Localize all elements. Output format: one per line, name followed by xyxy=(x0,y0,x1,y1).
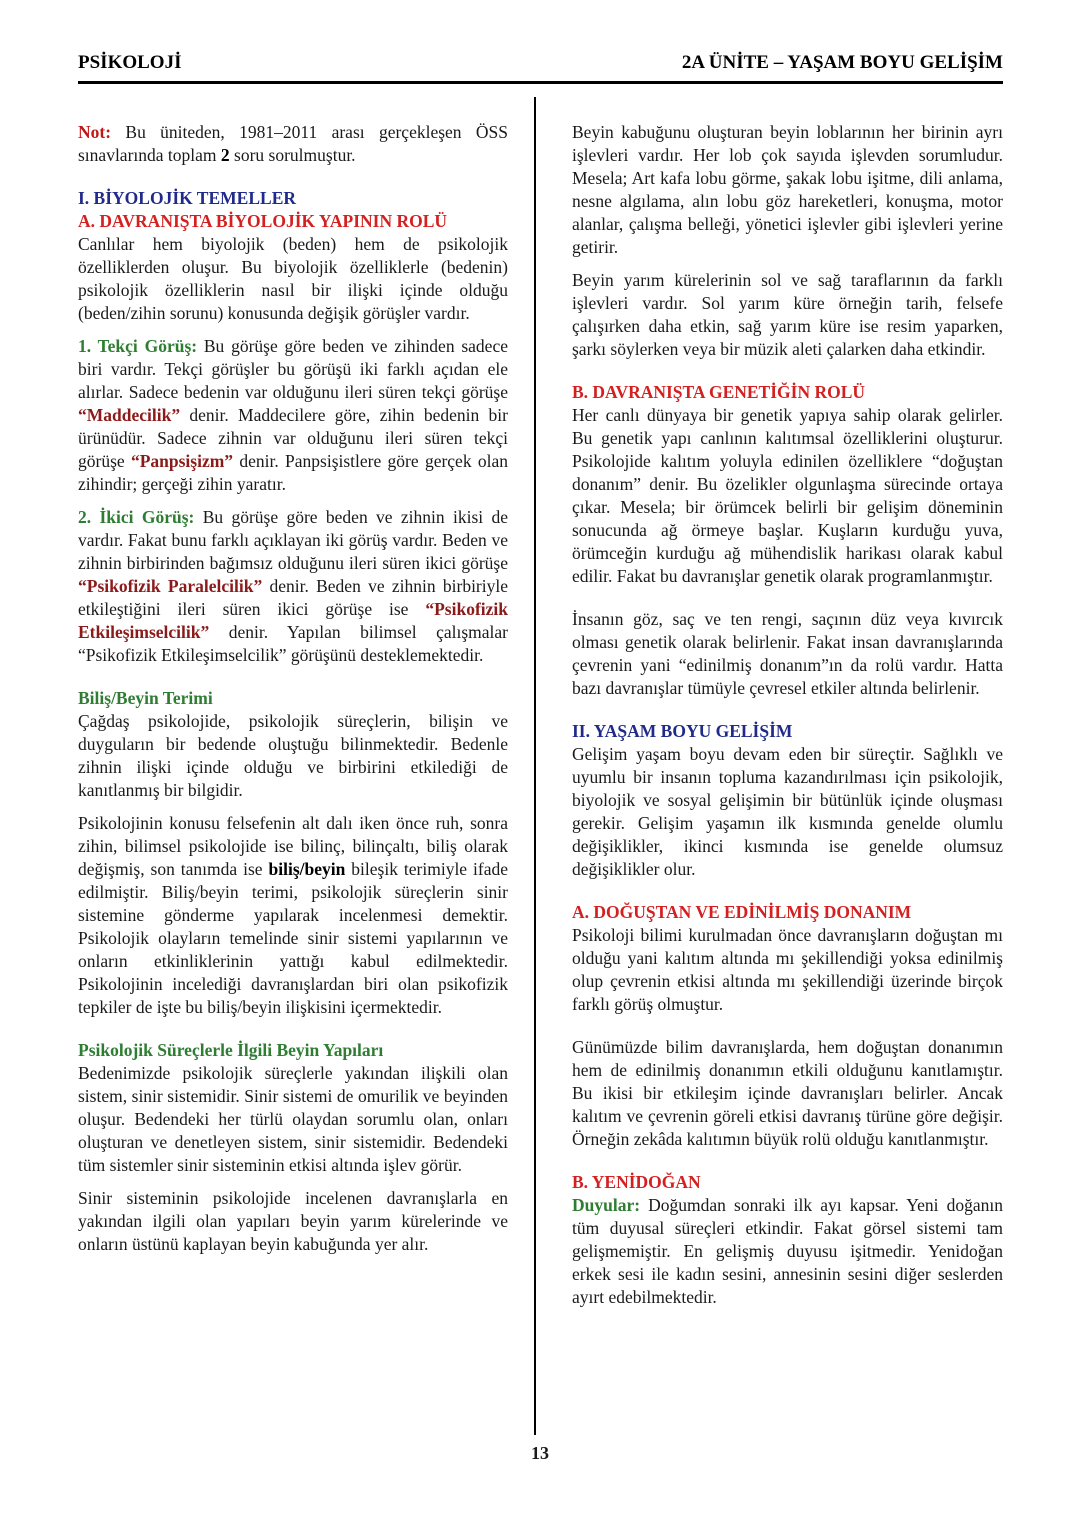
genetics-paragraph-2: İnsanın göz, saç ve ten rengi, saçının düz veya kıvırcık olması genetik olarak belirlenir. Fakat insan davranışlarında çevrenin yani “edinilmiş donanım”ın da rolü vardır. Hatta bazı davranışlar tümüyle çevresel etkiler altında belirlenir. xyxy=(572,609,1003,698)
right-column xyxy=(572,121,1003,1309)
heading-cognition-brain: Biliş/Beyin Terimi xyxy=(78,688,213,708)
subsection-heading-biological-role: A. DAVRANIŞTA BİYOLOJİK YAPININ ROLÜ xyxy=(78,211,448,231)
lobes-paragraph: Beyin kabuğunu oluşturan beyin loblarının her birinin ayrı işlevleri vardır. Her lob çok sayıda işlevden sorumludur. Mesela; Art kafa lobu görme, şakak lobu işitme, dili anlama, nesne algılama, alın lobu göz hareketleri, konuşma, motor alanlar, çalışma belleği, yönetici işlevler gibi işlevleri yerine getirir. xyxy=(572,122,1003,257)
dualist-text-c: denir. Yapılan bilimsel çalışmalar “Psikofizik Etkileşimselcilik” görüşünü desteklemektedir. xyxy=(78,622,508,665)
dualist-paragraph xyxy=(78,506,508,667)
term-panpsychism: “Panpsişizm” xyxy=(130,451,234,471)
subsection-heading-newborn: B. YENİDOĞAN xyxy=(572,1172,701,1192)
monist-text-b: denir. Maddecilere göre, zihin bedenin bir ürünüdür. Sadece zihnin var olduğunu ileri süren tekçi görüşe xyxy=(78,405,508,471)
column-divider xyxy=(534,97,536,1435)
cognition-paragraph-2 xyxy=(78,812,508,1019)
cognition-text-a: Psikolojinin konusu felsefenin alt dalı iken önce ruh, sonra zihin, bilimsel psikolojide ise bilinç, bilinçaltı, biliş olarak değişmiş, son tanımda ise xyxy=(78,813,508,879)
term-interactionism: “Psikofizik Etkileşimselcilik” xyxy=(78,599,508,642)
hemispheres-paragraph: Beyin yarım kürelerinin sol ve sağ taraflarının da farklı işlevleri vardır. Sol yarım küre örneğin tarih, felsefe çalışırken daha etkin, sağ yarım küre ise resim yaparken, şarkı söylerken veya bir müzik aleti çalarken daha etkindir. xyxy=(572,270,1003,359)
note-label: Not: xyxy=(78,122,112,142)
intro-paragraph: Canlılar hem biyolojik (beden) hem de psikolojik özelliklerden oluşur. Bu biyolojik özelliklerle (bedenin) psikolojik özelliklerin nasıl bir ilişki içinde olduğu (beden/zihin sorunu) konusunda değişik görüşler vardır. xyxy=(78,234,508,323)
note-text-b: soru sorulmuştur. xyxy=(229,145,356,165)
page-header xyxy=(78,50,1003,84)
note-paragraph xyxy=(78,121,508,167)
term-parallelism: “Psikofizik Paralelcilik” xyxy=(78,576,263,596)
cognition-text-b: bileşik terimiyle ifade edilmiştir. Biliş/beyin terimi, psikolojik süreçlerin sinir sistemine gönderme yapılarak incelenmesi demektir. Psikolojik olayların temelinde sinir sistemi yapılarının ve onların etkinliklerinin yattığı kabul edilmektedir. Psikolojinin incelediği davranışlardan biri olan psikofizik tepkiler de işte bu biliş/beyin ilişkisini içermektedir. xyxy=(78,859,508,1017)
monist-text-a: Bu görüşe göre beden ve zihinden sadece biri vardır. Tekçi görüşler bu görüşü iki farklı açıdan ele alırlar. Sadece bedenin var olduğunu ileri süren tekçi görüşe xyxy=(78,336,508,402)
dualist-text-a: Bu görüşe göre beden ve zihnin ikisi de vardır. Fakat bunu farklı açıklayan iki görüş vardır. Beden ve zihnin birbirinden bağımsız olduğunu ileri süren ikici görüşe xyxy=(78,507,508,573)
dualist-text-b: denir. Beden ve zihnin birbiriyle etkileştiğini ileri süren ikici görüşe ise xyxy=(78,576,508,619)
innate-paragraph-2: Günümüzde bilim davranışlarda, hem doğuştan donanımın hem de edinilmiş donanımın etkili olduğunu kanıtlamıştır. Bu ikisi bir etkileşim içinde davranışları belirler. Ancak kalıtım ve çevrenin göreli etkisi davranış türüne göre değişir. Örneğin zekâda kalıtımın büyük rolü olduğu kanıtlanmıştır. xyxy=(572,1037,1003,1149)
cognition-paragraph-1: Çağdaş psikolojide, psikolojik süreçlerin, bilişin ve duyguların bir bedende oluştuğu bilinmektedir. Bedenle zihnin ilişki içinde olduğu ve birbirini etkilediği de kanıtlanmış bir bilgidir. xyxy=(78,711,508,800)
senses-label: Duyular: xyxy=(572,1195,641,1215)
dualist-label: 2. İkici Görüş: xyxy=(78,507,195,527)
page-number: 13 xyxy=(531,1443,549,1463)
newborn-text: Doğumdan sonraki ilk ayı kapsar. Yeni doğanın tüm duyusal süreçleri etkindir. Fakat görsel sistemi tam gelişmemiştir. En gelişmiş duyusu işitmedir. Yenidoğan erkek sesi ile kadın sesini, annesinin sesini diğer seslerden ayırt edebilmektedir. xyxy=(572,1195,1003,1307)
genetics-paragraph-1: Her canlı dünyaya bir genetik yapıya sahip olarak gelirler. Bu genetik yapı canlının kalıtımsal özelliklerini oluşturur. Psikolojide kalıtım yoluyla edinilen özelliklere “doğuştan donanım” denir. Bu özelikler olgunlaşma sürecinde ortaya çıkar. Mesela; bir örümcek belirli bir gelişim döneminin sonucunda ağ örmeye başlar. Kuşların kurduğu yuva, örümceğin kurduğu ağ mühendislik harikası olarak kabul edilir. Fakat bu davranışlar genetik olarak programlanmıştır. xyxy=(572,405,1003,586)
monist-text-c: denir. Panpsişistlere göre gerçek olan zihindir; gerçeği zihin yaratır. xyxy=(78,451,508,494)
section-heading-lifespan: II. YAŞAM BOYU GELİŞİM xyxy=(572,721,793,741)
term-materialism: “Maddecilik” xyxy=(78,405,181,425)
subsection-heading-genetics-role: B. DAVRANIŞTA GENETİĞİN ROLÜ xyxy=(572,382,866,402)
lifespan-paragraph: Gelişim yaşam boyu devam eden bir süreçtir. Sağlıklı ve uyumlu bir insanın topluma kazandırılması için psikolojik, biyolojik ve sosyal gelişimin bir bütünlük içinde oluşması gerekir. Gelişim yaşamın ilk kısmında genelde olumlu değişiklikler, ikinci kısmında ise genelde olumsuz değişiklikler olur. xyxy=(572,744,1003,879)
brain-structures-paragraph-2: Sinir sisteminin psikolojide incelenen davranışlarla en yakından ilgili olan yapıları beyin yarım kürelerinde ve onların üstünü kaplayan beyin kabuğunda yer alır. xyxy=(78,1188,508,1254)
newborn-paragraph xyxy=(572,1194,1003,1309)
subsection-heading-innate-acquired: A. DOĞUŞTAN VE EDİNİLMİŞ DONANIM xyxy=(572,902,912,922)
monist-label: 1. Tekçi Görüş: xyxy=(78,336,198,356)
term-cognition-brain: biliş/beyin xyxy=(268,859,346,879)
section-heading-biological: I. BİYOLOJİK TEMELLER xyxy=(78,188,296,208)
monist-paragraph xyxy=(78,335,508,496)
heading-brain-structures: Psikolojik Süreçlerle İlgili Beyin Yapıları xyxy=(78,1040,384,1060)
note-count: 2 xyxy=(220,145,230,165)
header-subject: PSİKOLOJİ xyxy=(78,52,182,73)
innate-paragraph-1: Psikoloji bilimi kurulmadan önce davranışların doğuştan mı olduğu yani kalıtım altında mı şekillendiği yoksa edinilmiş olup çevrenin etkisi altında mı şekillendiği üzerinde birçok farklı görüş olmuştur. xyxy=(572,925,1003,1014)
header-rule xyxy=(78,81,1003,84)
brain-structures-paragraph-1: Bedenimizde psikolojik süreçlerle yakından ilişkili olan sistem, sinir sistemidir. Sinir sistemi de omurilik ve beyinden oluşur. Bedendeki her türlü olaydan sorumlu olan, onları oluşturan ve denetleyen sistem, sinir sistemidir. Bedendeki tüm sistemler sinir sisteminin etkisi altında işlev görür. xyxy=(78,1063,508,1175)
note-text-a: Bu üniteden, 1981–2011 arası gerçekleşen ÖSS sınavlarında toplam xyxy=(78,122,508,165)
left-column xyxy=(78,121,508,1256)
header-unit-title: 2A ÜNİTE – YAŞAM BOYU GELİŞİM xyxy=(681,52,1003,73)
